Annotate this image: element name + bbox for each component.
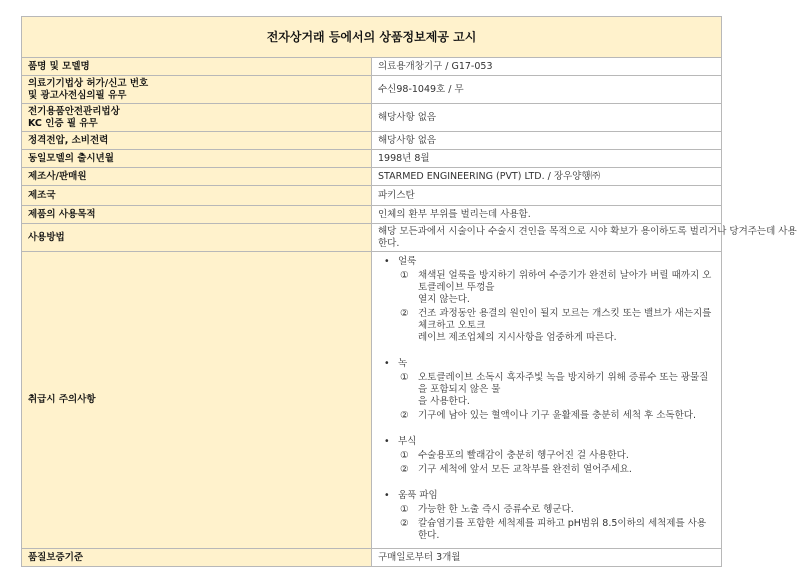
care-item-text [418,308,715,344]
value-line: 해당사항 없음 [378,111,437,123]
info-row [22,104,722,132]
row-value [372,76,722,104]
row-value [372,132,722,150]
care-item-line: 칼슘염기를 포함한 세척제를 피하고 pH범위 8.5이하의 세척제를 사용한다. [418,518,707,541]
care-heading-text: 얼룩 [398,256,417,267]
care-item-line: 기구에 남아 있는 혈액이나 기구 윤활제를 충분히 세척 후 소독한다. [418,410,696,421]
care-heading-text: 부식 [398,436,417,447]
care-item [378,308,715,344]
warranty-row [22,549,722,567]
label-line: 제조사/판매원 [28,170,87,182]
care-heading [378,256,715,268]
info-row [22,58,722,76]
row-value [372,150,722,168]
bullet-icon: • [384,358,390,369]
care-item [378,270,715,306]
care-item-text [418,270,715,306]
care-item-number: ① [400,372,409,383]
row-value [372,186,722,206]
care-item-line: 레이브 제조업체의 지시사항을 엄중하게 따른다. [418,332,617,343]
care-heading-text: 녹 [398,358,408,369]
row-label [22,224,372,252]
bullet-icon: • [384,436,390,447]
row-label [22,132,372,150]
product-info-notice-table [21,16,797,567]
value-line: 파키스탄 [378,189,415,201]
care-item-line: 채색된 얼룩을 방지하기 위하여 수증기가 완전히 날아가 버릴 때까지 오토클레이브 뚜껑을 [418,270,712,293]
label-line: 동일모델의 출시년월 [28,152,114,164]
label-line: 사용방법 [28,231,65,243]
value-line: 인체의 환부 부위를 벌리는데 사용함. [378,208,531,220]
care-instructions [372,252,722,549]
care-label: 취급시 주의사항 [22,252,372,549]
care-item-line: 가능한 한 노출 즉시 증류수로 헹군다. [418,504,574,515]
care-heading [378,358,715,370]
info-row [22,150,722,168]
label-line: KC 인증 필 유무 [28,117,98,129]
care-item [378,464,715,476]
care-heading [378,490,715,502]
row-label [22,104,372,132]
care-item-line: 을 사용한다. [418,396,470,407]
care-group [378,436,715,476]
label-line: 품명 및 모델명 [28,60,90,72]
care-item-number: ② [400,518,409,529]
label-line: 제조국 [28,189,56,201]
care-item-number: ① [400,504,409,515]
care-item-text [418,518,715,542]
care-item [378,410,715,422]
care-item-number: ① [400,270,409,281]
row-value [372,104,722,132]
info-row [22,76,722,104]
row-value [372,168,722,186]
bullet-icon: • [384,256,390,267]
info-row [22,186,722,206]
care-item-line: 수술용포의 빨래감이 충분히 헹구어진 걸 사용한다. [418,450,629,461]
info-row [22,206,722,224]
care-item-text [418,504,715,516]
care-group [378,358,715,422]
label-line: 제품의 사용목적 [28,208,96,220]
care-group [378,256,715,344]
row-label [22,168,372,186]
value-line: STARMED ENGINEERING (PVT) LTD. / 장우양행㈜ [378,170,601,182]
info-row [22,132,722,150]
care-item-text [418,410,715,422]
row-label [22,76,372,104]
info-row [22,224,722,252]
care-row [22,252,722,549]
care-item [378,504,715,516]
care-item-number: ① [400,450,409,461]
care-heading [378,436,715,448]
care-item-number: ② [400,308,409,319]
row-label [22,186,372,206]
care-item [378,518,715,542]
care-item-number: ② [400,464,409,475]
value-line: 의료용개창기구 / G17-053 [378,60,493,72]
care-item-number: ② [400,410,409,421]
bullet-icon: • [384,490,390,501]
warranty-label: 품질보증기준 [22,549,372,567]
row-label [22,58,372,76]
value-line: 해당사항 없음 [378,134,437,146]
label-line: 정격전압, 소비전력 [28,134,109,146]
warranty-value: 구매일로부터 3개월 [372,549,722,567]
care-item-line: 오토클레이브 소독시 흑자주빛 녹을 방지하기 위해 증류수 또는 광물질을 포함되지 않은 물 [418,372,709,395]
care-item [378,372,715,408]
value-line: 수신98-1049호 / 무 [378,83,464,95]
care-heading-text: 움푹 파임 [398,490,438,501]
care-item-line: 기구 세척에 앞서 모든 교착부를 완전히 열어주세요. [418,464,632,475]
label-line: 전기용품안전관리법상 [28,105,120,117]
notice-title: 전자상거래 등에서의 상품정보제공 고시 [22,17,722,58]
care-item-line: 열지 않는다. [418,294,470,305]
care-item [378,450,715,462]
row-label [22,206,372,224]
value-line: 한다. [378,237,400,249]
info-row [22,168,722,186]
row-value [372,224,797,252]
care-item-text [418,372,715,408]
row-value [372,58,722,76]
row-label [22,150,372,168]
title-row [22,17,722,58]
label-line: 의료기기법상 허가/신고 번호 [28,77,149,89]
care-group [378,490,715,542]
care-item-text [418,450,715,462]
value-line: 1998년 8월 [378,152,430,164]
care-item-line: 건조 과정동안 용결의 원인이 될지 모르는 개스킷 또는 밸브가 새는지를 체크하고 오토크 [418,308,712,331]
value-line: 해당 모든과에서 시술이나 수술시 견인을 목적으로 시야 확보가 용이하도록 벌리거나 당겨주는데 사용 [378,225,797,237]
row-value [372,206,722,224]
care-item-text [418,464,715,476]
label-line: 및 광고사전심의필 유무 [28,89,127,101]
